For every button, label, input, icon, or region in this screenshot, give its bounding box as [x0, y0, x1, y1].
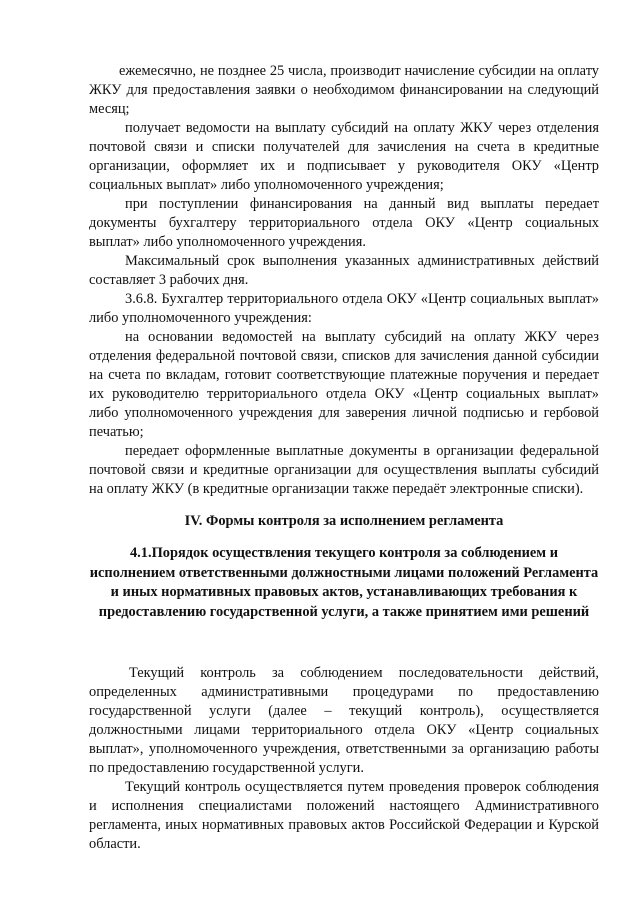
paragraph: при поступлении финансирования на данный вид выплаты передает документы бухгалтеру территориального отдела ОКУ «Центр социальных выплат» либо уполномоченного учреждения.: [89, 196, 599, 250]
paragraph: передает оформленные выплатные документы в организации федеральной почтовой связи и кредитные организации для осуществления выплаты субсидий на оплату ЖКУ (в кредитные организации также передаёт электронные списки).: [89, 443, 599, 497]
body-text-top: [89, 62, 599, 499]
paragraph: на основании ведомостей на выплату субсидий на оплату ЖКУ через отделения федеральной почтовой связи, списков для зачисления данной субсидии на счета по вкладам, готовит соответствующие платежные поручения и передает их руководителю территориального отдела ОКУ «Центр социальных выплат» либо уполномоченного учреждения для заверения личной подписью и гербовой печатью;: [89, 329, 599, 440]
paragraph: Текущий контроль за соблюдением последовательности действий, определенных административными процедурами по предоставлению государственной услуги (далее – текущий контроль), осуществляется должностными лицами территориального отдела ОКУ «Центр социальных выплат», уполномоченного учреждения, ответственными за организацию работы по предоставлению государственной услуги.: [89, 665, 599, 776]
paragraph: получает ведомости на выплату субсидий на оплату ЖКУ через отделения почтовой связи и списки получателей для зачисления на счета в кредитные организации, оформляет их и подписывает у руководителя ОКУ «Центр социальных выплат» либо уполномоченного учреждения;: [89, 120, 599, 193]
paragraph: Текущий контроль осуществляется путем проведения проверок соблюдения и исполнения специалистами положений настоящего Административного регламента, иных нормативных правовых актов Российской Федерации и Курской области.: [89, 779, 599, 852]
body-text-bottom: [89, 664, 599, 854]
paragraph: ежемесячно, не позднее 25 числа, производит начисление субсидии на оплату ЖКУ для предоставления заявки о необходимом финансировании на следующий месяц;: [89, 63, 599, 117]
subsection-title: 4.1.Порядок осуществления текущего контроля за соблюдением и исполнением ответственными должностными лицами положений Регламента и иных нормативных правовых актов, устанавливающих требования к предоставлению государственной услуги, а также принятием ими решений: [89, 545, 599, 620]
paragraph: Максимальный срок выполнения указанных административных действий составляет 3 рабочих дня.: [89, 253, 599, 288]
paragraph: 3.6.8. Бухгалтер территориального отдела ОКУ «Центр социальных выплат» либо уполномоченного учреждения:: [89, 291, 599, 326]
section-title: IV. Формы контроля за исполнением регламента: [184, 513, 504, 529]
